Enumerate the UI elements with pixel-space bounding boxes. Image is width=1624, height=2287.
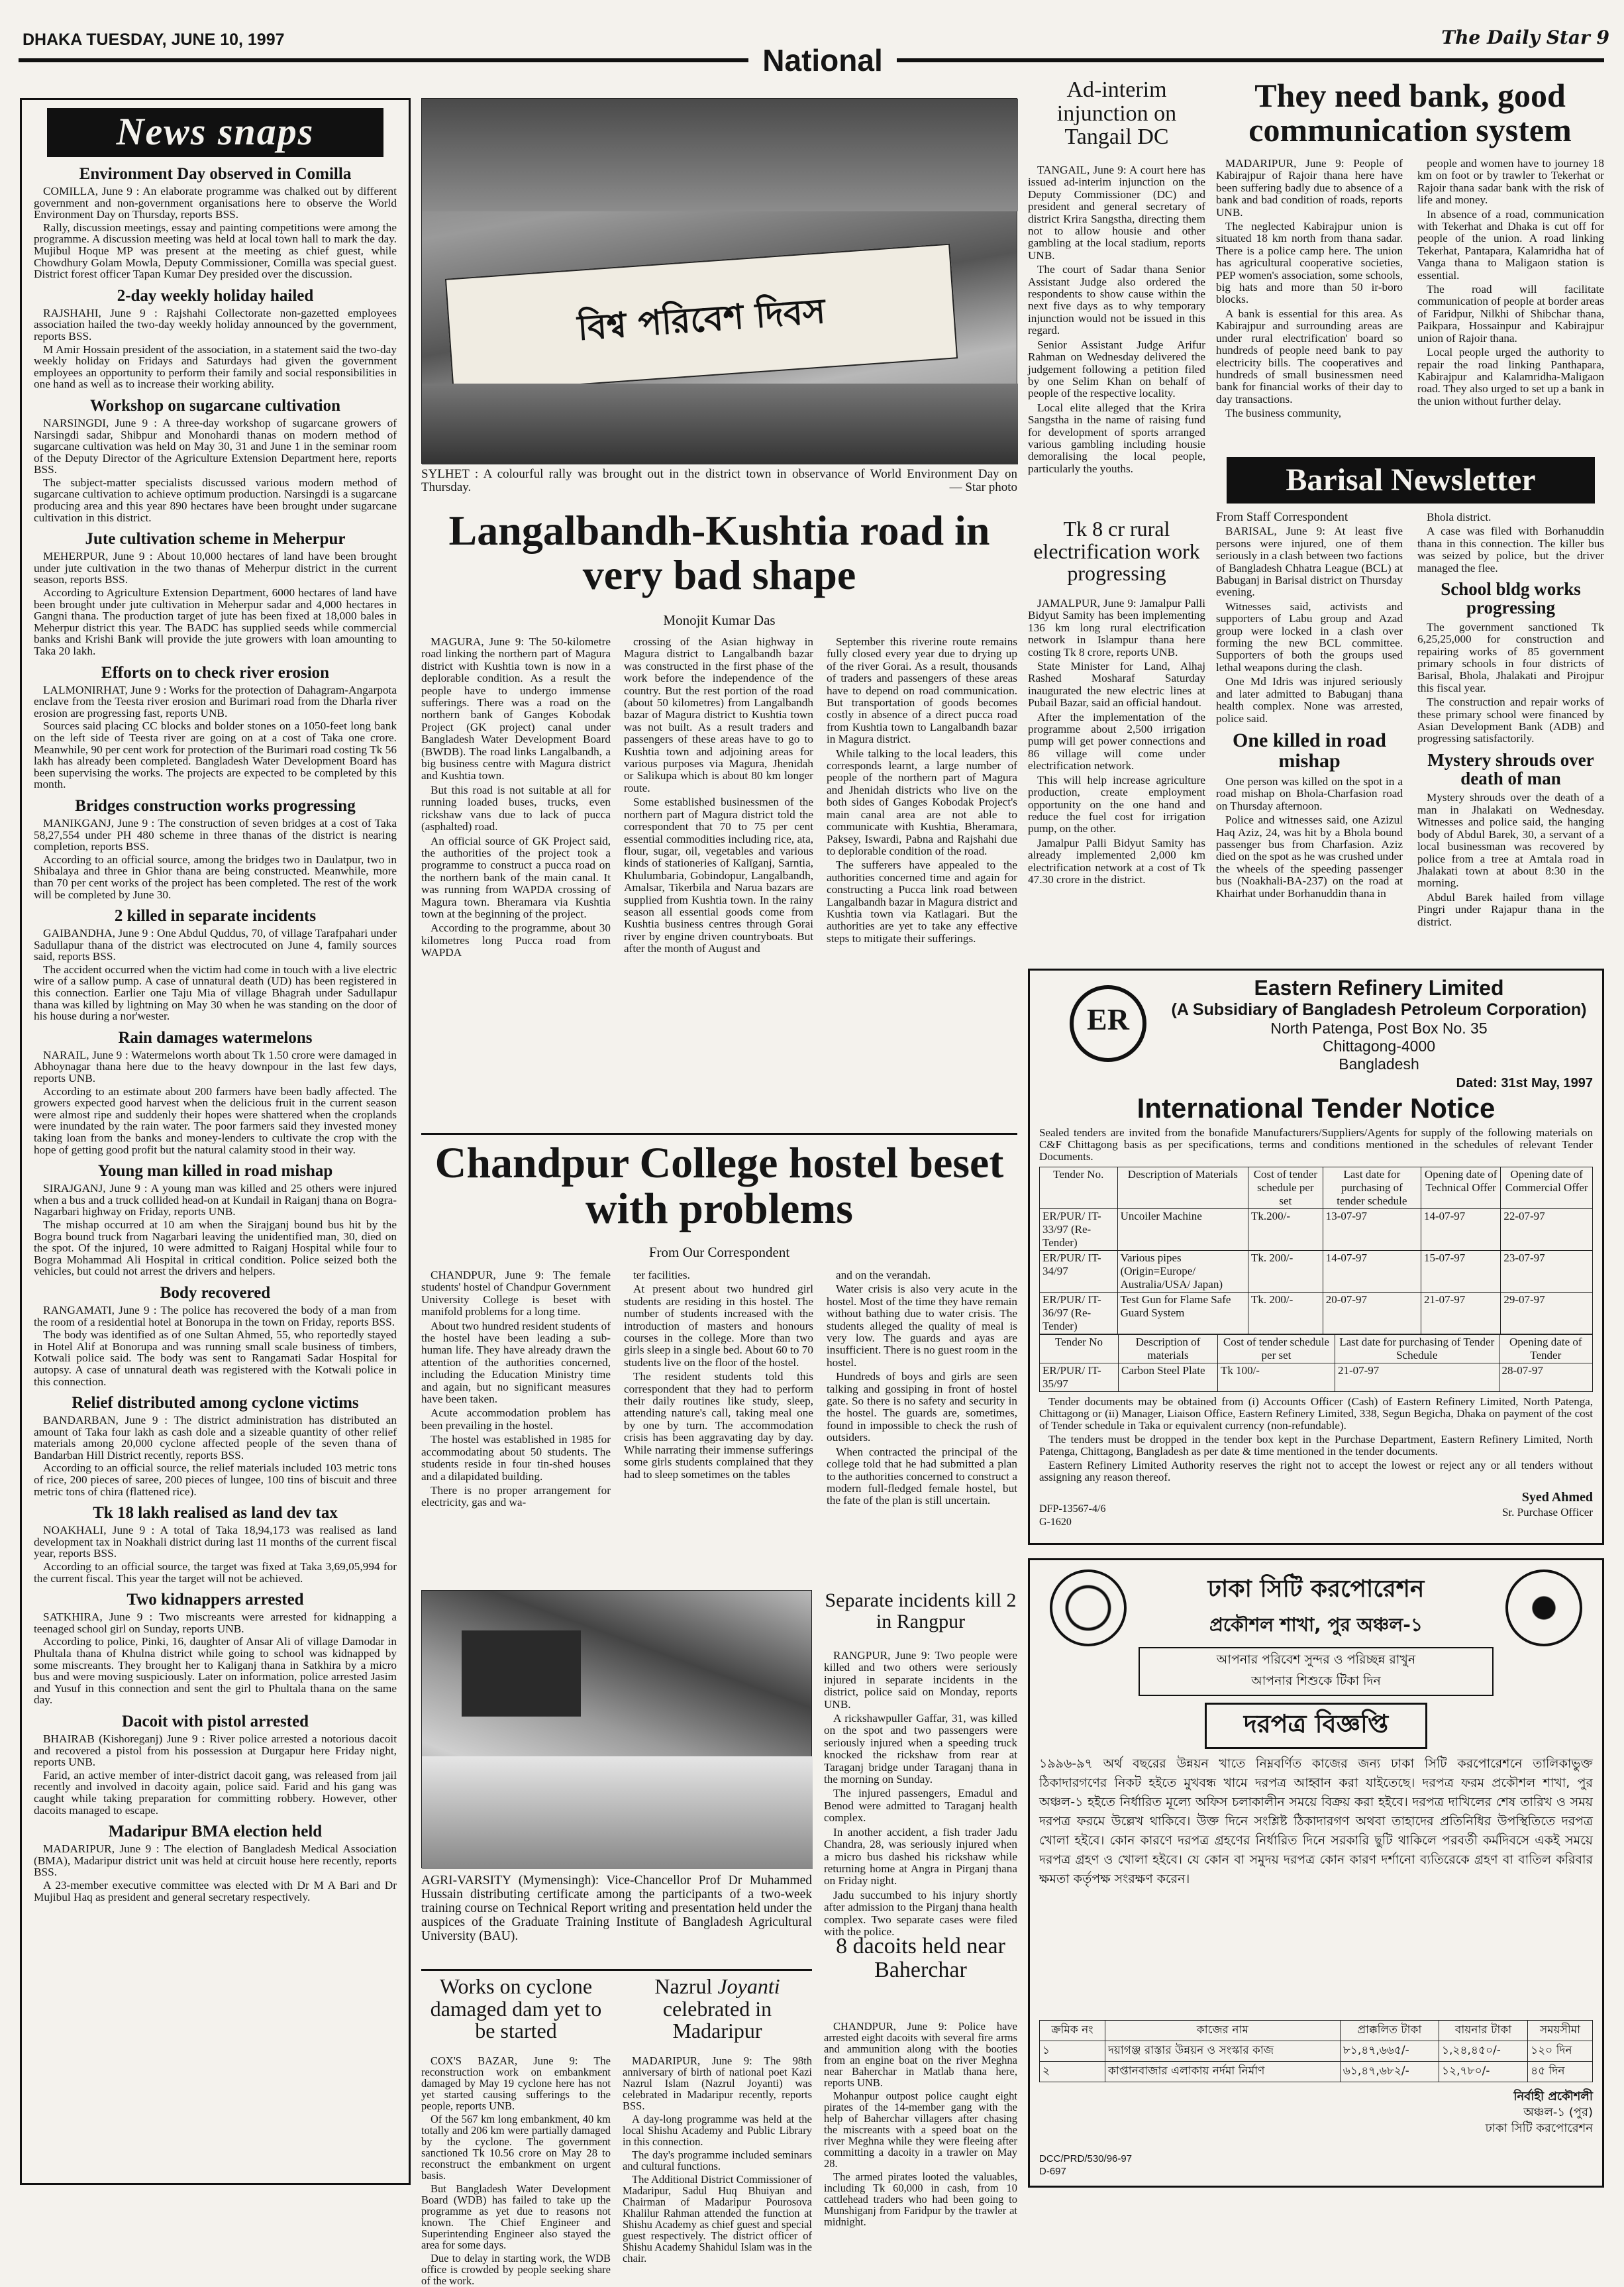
- dcc-cell: দয়াগঞ্জ রাস্তার উন্নয়ন ও সংস্কার কাজ: [1105, 2041, 1340, 2062]
- dcc-header-cell: প্রাক্কলিত টাকা: [1340, 2021, 1439, 2041]
- snap-headline: Dacoit with pistol arrested: [121, 1712, 309, 1730]
- dcc-sign-org: ঢাকা সিটি করপোরেশন: [1485, 2121, 1593, 2135]
- snap-paragraph: The accident occurred when the victim had come in touch with a live electric wire of a sallow pump. A case of unnatural death (UD) has been registered in this connection. Earlier one Taju Mia of village Bhagrah under Sadullapur thana was killed by lightning on May 30 when he was standing on the door of his house during a nor'wester.: [34, 963, 397, 1023]
- dcc-notice-title-box: [1205, 1703, 1427, 1749]
- barisal-title-box: [1227, 457, 1595, 504]
- chandpur-paragraph: At present about two hundred girl students are residing in this hostel. The number of students increased with the introduction of masters and honours courses in the college. More than two girls sleep in a single bed. About 60 to 70 students live on the floor of the hostel.: [624, 1283, 813, 1369]
- chandpur-paragraph: ter facilities.: [633, 1269, 690, 1281]
- tender-table-2: [1039, 1334, 1593, 1392]
- snap-paragraph: According to an official source, among the bridges two in Daulatpur, two in Shibalaya and three in Ghior thana are being constructed. Meanwhile, more than 70 per cent works of the project has been completed. The rest of the work will be completed by June 30.: [34, 853, 397, 901]
- tender-cell: 21-07-97: [1421, 1293, 1500, 1334]
- agri-photo-table: [422, 1756, 813, 1869]
- chandpur-paragraph: The resident students told this correspondent that they had to perform their daily routines like study, sleep, attending nature's call, taking meal one by one by turn. The accommodation crisis has been aggravating day by day. While narrating their immense sufferings some girls students complained that they had to sleep sometimes on the tables: [624, 1370, 813, 1481]
- dcc-cell: কাপ্তানবাজার এলাকায় নর্দমা নির্মাণ: [1105, 2062, 1340, 2082]
- nazrul-paragraph: The day's programme included seminars and cultural functions.: [623, 2149, 812, 2172]
- dcc-cell: ৬১,৪৭,৬৮২/-: [1340, 2062, 1439, 2082]
- news-snaps-title: News snaps: [116, 110, 315, 153]
- tender-signatory: Syed Ahmed: [1521, 1490, 1593, 1505]
- tender-row: [1040, 1251, 1593, 1293]
- dcc-slogan1: আপনার পরিবেশ সুন্দর ও পরিচ্ছন্ন রাখুন: [1216, 1652, 1416, 1667]
- snap-paragraph: BANDARBAN, June 9 : The district administration has distributed an amount of Taka four lakh as cash dole and a sizeable quantity of other relief materials among 20,000 cyclone affected people of the seven thana of Bandarban Hill District recently, reports BSS.: [34, 1414, 397, 1462]
- snap-paragraph: Farid, an active member of inter-district dacoit gang, was released from jail recently and involved in dacoity again, police said. Farid and his gang was caught while taking preparation for committing robbery. However, other dacoits managed to escape.: [34, 1768, 397, 1817]
- barisal-byline: From Staff Correspondent: [1216, 510, 1348, 524]
- cyclone-paragraph: Of the 567 km long embankment, 40 km totally and 206 km were partially damaged by the cyclone. The government sanctioned Tk 10.56 crore on May 28 to reconstruct the embankment on urgent basis.: [421, 2113, 611, 2182]
- barisal-sub2-body: [1417, 621, 1604, 745]
- snap-paragraph: The body was identified as of one Sultan Ahmed, 55, who reportedly stayed in Hotel Alif at Bonorupa and was running small scale business of timbers, Kotwali police said. The body was sent to Rangamati Sadar Hospital for autopsy. A case of unnatural death was registered with the Kotwali police in this connection.: [34, 1328, 397, 1388]
- divider-chandpur: [421, 1133, 1017, 1135]
- dacoits-headline: 8 dacoits held near Baherchar: [836, 1934, 1005, 1982]
- tender-note: Eastern Refinery Limited Authority reserves the right not to accept the lowest or reject any or all tenders without assigning any reason thereof.: [1039, 1459, 1593, 1483]
- dcc-notice-title: দরপত্র বিজ্ঞপ্তি: [1243, 1709, 1389, 1738]
- agri-varsity-caption: AGRI-VARSITY (Mymensingh): Vice-Chancellor Prof Dr Muhammed Hussain distributing certificate among the participants of a two-week training course on Technical Report writing and presentation held under the auspices of the Graduate Training Institute of Bangladesh Agricultural University (BAU).: [421, 1874, 812, 1943]
- tender-cell: ER/PUR/ IT-33/97 (Re-Tender): [1040, 1209, 1118, 1251]
- rally-caption-credit: — Star photo: [949, 480, 1017, 494]
- snap-paragraph: RANGAMATI, June 9 : The police has recovered the body of a man from the room of a residential hotel at Bonorupa in the town on Friday, reports BSS.: [34, 1303, 397, 1328]
- tender2-header-cell: Tender No: [1040, 1335, 1119, 1363]
- nazrul-paragraph: MADARIPUR, June 9: The 98th anniversary of birth of national poet Kazi Nazrul Islam (Nazrul Joyanti) was celebrated in Madaripur recently, reports BSS.: [623, 2054, 812, 2112]
- tender-cell: 23-07-97: [1501, 1251, 1593, 1293]
- tender-logo: ER: [1070, 985, 1146, 1062]
- chandpur-paragraph: and on the verandah.: [836, 1269, 931, 1281]
- snap-headline: Tk 18 lakh realised as land dev tax: [93, 1504, 338, 1522]
- dcc-body: ১৯৯৬-৯৭ অর্থ বছরের উন্নয়ন খাতে নিম্নবর্ণিত কাজের জন্য ঢাকা সিটি করপোরেশনে তালিকাভুক্ত ঠিকাদারগণের নিকট হইতে মুখবন্ধ খামে দরপত্র আহ্বান করা যাইতেছে। দরপত্র ফরম প্রকৌশল শাখা, পুর অঞ্চল-১ হইতে নির্ধারিত মূল্যে অফিস চলাকালীন সময়ে বিক্রয় করা হইবে। দরপত্র দাখিলের শেষ তারিখ ও সময় দরপত্র ফরমে উল্লেখ থাকিবে। উক্ত দিনে সংশ্লিষ্ট ঠিকাদারগণ অথবা তাহাদের প্রতিনিধির উপস্থিতিতে দরপত্র খোলা হইবে। কোন কারণে দরপত্র গ্রহণের নির্ধারিত দিনে সরকারি ছুটি থাকিলে পরবর্তী কর্মদিবসে একই সময়ে দরপত্র গ্রহণ ও খোলা হইবে। যে কোন বা সমুদয় দরপত্র কোন কারণ দর্শানো ব্যতিরেকে গ্রহণ বা বাতিল করিবার ক্ষমতা কর্তৃপক্ষ সংরক্ষণ করেন।: [1039, 1756, 1593, 1886]
- tender-subsidiary: (A Subsidiary of Bangladesh Petroleum Corporation): [1171, 1000, 1587, 1019]
- tender-header-cell: Description of Materials: [1117, 1167, 1248, 1209]
- barisal-col2-body: [1417, 511, 1604, 574]
- dcc-slogan2: আপনার শিশুকে টিকা দিন: [1251, 1674, 1381, 1688]
- snap-paragraph: The subject-matter specialists discussed various modern method of sugarcane cultivation to achieve optimum production. Narsingdi is a sugarcane producing area and this year 890 hectares have been brought under sugarcane cultivation in this district.: [34, 476, 397, 524]
- rally-caption-text: SYLHET : A colourful rally was brought out in the district town in observance of World Environment Day on Thursday.: [421, 467, 1017, 494]
- nazrul-body: [623, 2054, 812, 2264]
- barisal-sub1-body: [1216, 776, 1403, 900]
- news-snaps-title-box: [47, 108, 383, 157]
- dcc-ref1: DCC/PRD/530/96-97: [1039, 2153, 1133, 2164]
- dcc-cell: ৮১,৪৭,৬৬৫/-: [1340, 2041, 1439, 2062]
- rangpur-body: [824, 1649, 1017, 1938]
- barisal-sub3: Mystery shrouds over death of man: [1427, 749, 1594, 789]
- tender2-cell: Tk 100/-: [1217, 1363, 1335, 1392]
- snap-headline: Bridges construction works progressing: [75, 796, 356, 815]
- barisal-sub1: One killed in road mishap: [1232, 729, 1386, 772]
- langalbandh-paragraph: September this riverine route remains fully closed every year due to drying up of the river Gorai. As a result, thousands of traders and passengers of these areas have to depend on road communication. But transportation of goods becomes costly in absence of a direct pucca road from Kushtia town to Langalbandh bazar in Magura district.: [827, 635, 1017, 746]
- snap-paragraph: COMILLA, June 9 : An elaborate programme was chalked out by different government and non-government organisations here to observe the World Environment Day on Thursday, reports BSS.: [34, 185, 397, 221]
- snap-paragraph: BHAIRAB (Kishoreganj) June 9 : River police arrested a notorious dacoit and recovered a pistol from his possession at Durgapur here Friday night, reports UNB.: [34, 1732, 397, 1769]
- nazrul-paragraph: A day-long programme was held at the local Shishu Academy and Public Library in this connection.: [623, 2113, 812, 2148]
- tender-cell: 14-07-97: [1323, 1251, 1421, 1293]
- chandpur-paragraph: Water crisis is also very acute in the hostel. Most of the time they have remain without bathing due to water crisis. The students alleged the quality of meal is very low. The guards and ayas are insufficient. There is no guest room in the hostel.: [827, 1283, 1017, 1369]
- adinterim-paragraph: Senior Assistant Judge Arifur Rahman on Wednesday delivered the judgement following a petition filed by one Selim Khan on behalf of people of the respective locality.: [1028, 338, 1205, 400]
- snap-paragraph: M Amir Hossain president of the association, in a statement said the two-day weekly holiday on Fridays and Saturdays had given the government employees an opportunity to perform their family and social responsibilities in one hand as well as to increase their working ability.: [34, 343, 397, 391]
- langalbandh-paragraph: MAGURA, June 9: The 50-kilometre road linking the northern part of Magura district with Kushtia town is now in a deplorable condition. As a result the people have to undergo immense sufferings. There was a road on the northern bank of Ganges Kobodak Project (GK project) canal under Bangladesh Water Development Board (BWDB). The road links Langalbandh, a big business centre with Magura district and Kushtia town.: [421, 635, 611, 782]
- snap-paragraph: NOAKHALI, June 9 : A total of Taka 18,94,173 was realised as land development tax in Noakhali district during last 11 months of the current fiscal year, reports BSS.: [34, 1524, 397, 1560]
- tender2-cell: 21-07-97: [1335, 1363, 1499, 1392]
- snap-paragraph: RAJSHAHI, June 9 : Rajshahi Collectorate non-gazetted employees association hailed the two-day weekly holiday announced by the government, reports BSS.: [34, 306, 397, 343]
- tender2-cell: Carbon Steel Plate: [1119, 1363, 1218, 1392]
- cyclone-headline: Works on cyclone damaged dam yet to be started: [430, 1974, 602, 2043]
- tender-header-cell: Cost of tender schedule per set: [1248, 1167, 1323, 1209]
- snap-paragraph: According to an estimate about 200 farmers have been badly affected. The growers expected good harvest when the delicious fruit in the current season were almost ripe and suddenly their hopes were shattered when the croplands were inundated by the rain water. The poor farmers said they invested money taking loan from the banks and money-lenders to cultivate the crop with the hope of getting good profit but the natural calamity stood in their way.: [34, 1085, 397, 1156]
- snap-headline: Madaripur BMA election held: [108, 1823, 323, 1841]
- snap-paragraph: NARSINGDI, June 9 : A three-day workshop of sugarcane growers of Narsingdi sadar, Shibpur and Monohardi thanas on modern method of sugarcane cultivation was held on May 30, 31 and June 1 in the seminar room of the Deputy Director of the Agriculture Extension Department here, reports BSS.: [34, 416, 397, 476]
- tender-signatory-title: Sr. Purchase Officer: [1501, 1506, 1593, 1518]
- news-snaps-column: [20, 98, 411, 2185]
- rally-crowd-top: [422, 99, 1018, 211]
- adinterim-body: [1028, 164, 1205, 509]
- electrification-body: [1028, 598, 1205, 955]
- snap-headline: Two kidnappers arrested: [127, 1591, 304, 1609]
- tender-address1: North Patenga, Post Box No. 35: [1270, 1020, 1488, 1037]
- adinterim-paragraph: TANGAIL, June 9: A court here has issued ad-interim injunction on the Deputy Commissioner (DC) and president and general secretary of district Krira Sangstha, directing them not to allow housie and other gambling at the local stadium, reports UNB.: [1028, 164, 1205, 262]
- bank-paragraph: In absence of a road, communication with Tekerhat and Dhaka is cut off for people of the union. A road linking Tekerhat, Pantapara, Kalamridha hat of Vanga thana to Maligaon station is essential.: [1417, 207, 1604, 282]
- barisal-sub3-body: [1417, 792, 1604, 928]
- masthead-rule-right: [897, 58, 1604, 62]
- dcc-subtitle: প্রকৌশল শাখা, পুর অঞ্চল-১: [1209, 1614, 1423, 1636]
- cyclone-paragraph: But Bangladesh Water Development Board (WDB) has failed to take up the programme as yet due to reasons not known. The Chief Engineer and Superintending Engineer also stayed the area for some days.: [421, 2182, 611, 2251]
- tender-cell: ER/PUR/ IT-34/97: [1040, 1251, 1118, 1293]
- tender-header-cell: Opening date of Technical Offer: [1421, 1167, 1500, 1209]
- langalbandh-paragraph: crossing of the Asian highway in Magura district to Langalbandh bazar was constructed in the first phase of the work before the independence of the country. But the rest portion of the road (about 50 kilometres) from Langalbandh bazar of Magura district to Kushtia town was not built. As a result traders and passengers of these areas have to go to Kushtia town and adjoining areas for various purposes via Magura, Jhenidah or Salikupa which is about 80 km longer route.: [624, 635, 813, 794]
- rangpur-paragraph: The injured passengers, Emadul and Benod were admitted to Taraganj health complex.: [824, 1787, 1017, 1825]
- langalbandh-paragraph: While talking to the local leaders, this corresponds learnt, a large number of people of the northern part of Magura and Jhenidah districts who live on the both sides of Ganges Kobodak Project's main canal area are not able to communicate with Kushtia, Bheramara, Paksey, Iswardi, Pabna and Rajshahi due to deplorable condition of the road.: [827, 747, 1017, 857]
- barisal-col-1: [1216, 511, 1403, 954]
- tender-ref1: DFP-13567-4/6: [1039, 1503, 1106, 1515]
- langalbandh-col-2: [624, 636, 813, 1126]
- bank-paragraph: A bank is essential for this area. As Kabirajpur and surrounding areas are under rural electrification' board so hundreds of people need bank to pay electricity bills. The cooperatives and hundreds of small businessmen need bank for financial works of their day to day transactions.: [1216, 307, 1403, 405]
- tender-cell: Tk. 200/-: [1248, 1293, 1323, 1334]
- cyclone-body: [421, 2054, 611, 2287]
- langalbandh-col-3: [827, 636, 1017, 1126]
- tender-table-header: [1040, 1167, 1593, 1209]
- chandpur-paragraph: When contracted the principal of the college told that he had submitted a plan to the authorities concerned to construct a modern full-fledged female hostel, but the fate of the plan is still uncertain.: [827, 1445, 1017, 1507]
- agri-varsity-photo: [421, 1590, 812, 1868]
- dcc-table-header: [1040, 2021, 1593, 2041]
- dacoits-paragraph: The armed pirates looted the valuables, including Tk 60,000 in cash, from 10 cattlehead traders who had been going to Munshiganj from Faridpur by the trawler at midnight.: [824, 2170, 1017, 2228]
- langalbandh-paragraph: An official source of GK Project said, the authorities of the project took a programme to construct a pucca road on the northern bank of the main canal. It was running from WAPDA crossing of Magura town. Bheramara via Kushtia town at the beginning of the project.: [421, 834, 611, 920]
- bank-paragraph: people and women have to journey 18 km on foot or by trawler to Tekerhat or Rajoir thana sadar bank with the risk of life and money.: [1417, 157, 1604, 207]
- barisal-paragraph: Bhola district.: [1427, 511, 1492, 523]
- snap-paragraph: According to an official source, the relief materials included 103 metric tons of rice, 200 pieces of saree, 200 pieces of lungee, 100 tins of biscuit and three metric tons of chira (flattened rice).: [34, 1462, 397, 1498]
- tender-note: The tenders must be dropped in the tender box kept in the Purchase Department, Eastern Refinery Limited, North Patenga, Chittagong, Bangladesh as per date & time mentioned in the tender documents.: [1039, 1433, 1593, 1458]
- barisal-paragraph: Abdul Barek hailed from village Pingri under Rajapur thana in the district.: [1417, 890, 1604, 928]
- chandpur-paragraph: The hostel was established in 1985 for accommodating about 50 students. The students reside in four tin-shed houses and a dilapidated building.: [421, 1433, 611, 1483]
- langalbandh-paragraph: Some established businessmen of the northern part of Magura district told the correspondent that 70 to 75 per cent essential commodities including rice, ata, flour, sugar, oil, vegetables and various kinds of stationeries of Kalīganj, Sarntia, Khulumbaria, Gobindopur, Langalbandh, Amalsar, Tikerbila and Narua bazars are supplied from Kushtia town. In the rainy season all essential goods come from Kushtia business centres through Gorai river by engine driven countryboats. But after the month of August and: [624, 796, 813, 955]
- nazrul-headline-a: Nazrul: [654, 1974, 713, 1998]
- tender-company: Eastern Refinery Limited: [1254, 976, 1504, 1000]
- chandpur-headline: Chandpur College hostel beset with problems: [434, 1139, 1004, 1233]
- tender-address3: Bangladesh: [1339, 1055, 1419, 1073]
- snap-paragraph: According to police, Pinki, 16, daughter of Ansar Ali of village Damodar in Phultala thana of Khulna district while going to school was kidnapped by some miscreants. They brought her to Kaliganj thana in Satkhira by a micro bus and were moving suspiciously. Later on information, police arrested Jasim and Yusuf in this connection and sent the girl to Phultala thana on the same day.: [34, 1635, 397, 1707]
- adinterim-headline: Ad-interim injunction on Tangail DC: [1056, 78, 1177, 150]
- electrification-paragraph: State Minister for Land, Alhaj Rashed Mosharaf Saturday inaugurated the new electric lines at Pubail Bazar, said an official handout.: [1028, 660, 1205, 710]
- dcc-sign-title: নির্বাহী প্রকৌশলী: [1513, 2090, 1593, 2103]
- news-snaps-list: [34, 165, 397, 1903]
- chandpur-paragraph: Acute accommodation problem has been prevailing in the hostel.: [421, 1407, 611, 1432]
- masthead-rule-left: [19, 58, 748, 62]
- dcc-header-cell: কাজের নাম: [1105, 2021, 1340, 2041]
- snap-headline: Relief distributed among cyclone victims: [72, 1394, 359, 1412]
- chandpur-paragraph: CHANDPUR, June 9: The female students' hostel of Chandpur Government University College is beset with manifold problems for a long time.: [421, 1269, 611, 1318]
- dcc-cell: ১২,৭৮০/-: [1439, 2062, 1528, 2082]
- dcc-cell: ১,২৪,৪৫০/-: [1439, 2041, 1528, 2062]
- dcc-emblem-right: [1505, 1569, 1582, 1646]
- snap-paragraph: NARAIL, June 9 : Watermelons worth about Tk 1.50 crore were damaged in Abhoynagar thana here due to the heavy downpour in the last few days, reports UNB.: [34, 1048, 397, 1085]
- dcc-sign: [1039, 2089, 1593, 2137]
- tender2-header-cell: Cost of tender schedule per set: [1217, 1335, 1335, 1363]
- rally-crowd-bottom: [422, 384, 1018, 464]
- rally-banner: [445, 244, 958, 394]
- dcc-cell: ৪৫ দিন: [1528, 2062, 1593, 2082]
- adinterim-paragraph: The court of Sadar thana Senior Assistant Judge also ordered the respondents to show cause within the next five days as to why temporary injunction would not be issued in this regard.: [1028, 263, 1205, 337]
- rally-photo-caption: [421, 468, 1017, 498]
- tender-cell: Tk.200/-: [1248, 1209, 1323, 1251]
- snap-headline: Efforts on to check river erosion: [101, 663, 330, 682]
- snap-paragraph: SIRAJGANJ, June 9 : A young man was killed and 25 others were injured when a bus and a truck collided head-on at Kundail in Raiganj thana on Bogra-Nagarbari highway on Friday, reports UNB.: [34, 1182, 397, 1218]
- tender-header-cell: Opening date of Commercial Offer: [1501, 1167, 1593, 1209]
- dcc-emblem: [1050, 1569, 1127, 1646]
- langalbandh-paragraph: The sufferers have appealed to the authorities concerned time and again for constructing a Pucca link road between Langalbandh bazar in Magura district and Kushtia town via Katlagari. But the authorities are yet to take any effective steps to mitigate their sufferings.: [827, 859, 1017, 945]
- bank-paragraph: The business community,: [1225, 407, 1342, 420]
- tender-cell: Uncoiler Machine: [1117, 1209, 1248, 1251]
- agri-photo-board: [462, 1630, 581, 1717]
- barisal-paragraph: A case was filed with Borhanuddin thana in this connection. The killer bus was seized by police, but the driver managed the flee.: [1417, 525, 1604, 574]
- langalbandh-headline: Langalbandh-Kushtia road in very bad shape: [448, 507, 990, 598]
- langalbandh-col-1: [421, 636, 611, 1126]
- adinterim-paragraph: Local elite alleged that the Krira Sangstha in the name of raising fund for development of sports arranged various gambling including housie demoralising the local people, particularly the youths.: [1028, 401, 1205, 475]
- tender-cell: 13-07-97: [1323, 1209, 1421, 1251]
- rangpur-paragraph: A rickshawpuller Gaffar, 31, was killed on the spot and two passengers were seriously injured when a speeding truck knocked the rickshaw from rear at Taraganj bridge under Taraganj thana in the morning on Sunday.: [824, 1712, 1017, 1786]
- tender-cell: 29-07-97: [1501, 1293, 1593, 1334]
- snap-paragraph: SATKHIRA, June 9 : Two miscreants were arrested for kidnapping a teenaged school girl on Sunday, reports UNB.: [34, 1611, 397, 1635]
- barisal-sub2: School bldg works progressing: [1441, 579, 1581, 618]
- dcc-row: [1040, 2041, 1593, 2062]
- nazrul-headline: [623, 1976, 812, 2054]
- snap-headline: 2 killed in separate incidents: [114, 907, 317, 926]
- tender-header-cell: Tender No.: [1040, 1167, 1118, 1209]
- snap-headline: Rain damages watermelons: [118, 1028, 313, 1047]
- barisal-title: Barisal Newsletter: [1286, 462, 1536, 498]
- snap-paragraph: Rally, discussion meetings, essay and painting competitions were among the programme. A discussion meeting was held at local town hall to mark the day. Mujibul Hoque MP was present at the meeting as chief guest, while Chowdhury Golam Mowla, Deputy Commissioner, Comilla was special guest. District forest officer Tapan Kumar Dey presided over the discussion.: [34, 221, 397, 281]
- dcc-cell: ১: [1040, 2041, 1105, 2062]
- snap-paragraph: MANIKGANJ, June 9 : The construction of seven bridges at a cost of Taka 58,27,554 under PH 480 scheme in three thanas of the district is nearing completion, reports BSS.: [34, 816, 397, 853]
- dacoits-paragraph: CHANDPUR, June 9: Police have arrested eight dacoits with several fire arms and ammunition along with the booties from an engine boat on the river Meghna near Baherchar in Matlab thana here, reports UNB.: [824, 2020, 1017, 2089]
- snap-paragraph: According to Agriculture Extension Department, 6000 hectares of land have been brought under jute cultivation in Meherpur sadar and 4,000 hectares in Gangni thana. The production target of jute has been fixed at 18,000 bales in Meherpur district this year. The BADC has supplied seeds while commercial banks and Krishi Bank will provide the jute growers with loan amounting to Taka 20 lakh.: [34, 586, 397, 657]
- tender-cell: Tk. 200/-: [1248, 1251, 1323, 1293]
- snap-headline: Body recovered: [160, 1283, 271, 1302]
- snap-paragraph: According to an official source, the target was fixed at Taka 3,69,05,994 for the current fiscal. This year the target will not be achieved.: [34, 1560, 397, 1585]
- dcc-row: [1040, 2062, 1593, 2082]
- barisal-paragraph: The government sanctioned Tk 6,25,25,000 for construction and repairing works of 85 government primary schools in four districts of Barisal, Bhola, Jhalakati and Pirojpur this fiscal year.: [1417, 620, 1604, 694]
- dacoits-body: [824, 2020, 1017, 2228]
- rangpur-paragraph: In another accident, a fish trader Jadu Chandra, 28, was seriously injured when a micro bus dashed his rickshaw while returning home at Angra in Pirganj thana on Friday night.: [824, 1825, 1017, 1888]
- tender-header-cell: Last date for purchasing of tender schedule: [1323, 1167, 1421, 1209]
- barisal-paragraph: Witnesses said, activists and supporters of Labu group and Azad group were locked in a clash over forming the new BCL committee. Supporters of both the groups used lethal weapons during the clash.: [1216, 600, 1403, 674]
- barisal-paragraph: Mystery shrouds over the death of a man in Jhalakati on Wednesday. Witnesses and police said, the hanging body of Abdul Barek, 30, a servant of a local businessman was recovered by police from a tree at Amtala road in Jhalakati town at about 8:30 in the morning.: [1417, 791, 1604, 890]
- snap-paragraph: MADARIPUR, June 9 : The election of Bangladesh Medical Association (BMA), Madaripur district unit was held at circuit house here recently, reports BSS.: [34, 1842, 397, 1879]
- rangpur-paragraph: Jadu succumbed to his injury shortly after admission to the Pirganj thana health complex. Two separate cases were filed with the police.: [824, 1888, 1017, 1938]
- tender2-header-cell: Description of materials: [1119, 1335, 1218, 1363]
- tender-cell: 14-07-97: [1421, 1209, 1500, 1251]
- chandpur-paragraph: About two hundred resident students of the hostel have been leading a sub-human life. They have already drawn the attention of the authorities concerned, including the Education Ministry time and again, but no significant measures have been taken.: [421, 1319, 611, 1406]
- tender2-header-cell: Last date for purchasing of Tender Schedule: [1335, 1335, 1499, 1363]
- tender-address2: Chittagong-4000: [1322, 1037, 1436, 1055]
- chandpur-paragraph: There is no proper arrangement for electricity, gas and wa-: [421, 1483, 611, 1509]
- snap-paragraph: Sources said placing CC blocks and bolder stones on a 1050-feet long bank on the left side of Teesta river are going on at a cost of Taka one crore. Meanwhile, 90 per cent work for protection of the Burimari road costing Tk 56 lakh has already been completed. Bangladesh Water Development Board has been supervising the works. The projects are expected to be completed by this month.: [34, 719, 397, 791]
- rangpur-headline: Separate incidents kill 2 in Rangpur: [825, 1589, 1017, 1632]
- cyclone-paragraph: COX'S BAZAR, June 9: The reconstruction work on embankment damaged by May 19 cyclone here has not yet started causing sufferings to the people, reports UNB.: [421, 2054, 611, 2112]
- barisal-col-2: [1417, 511, 1604, 954]
- chandpur-col-1: [421, 1269, 611, 1581]
- tender-ref2: G-1620: [1039, 1516, 1072, 1528]
- dcc-cell: ২: [1040, 2062, 1105, 2082]
- tender-cell: 22-07-97: [1501, 1209, 1593, 1251]
- snap-headline: Workshop on sugarcane cultivation: [89, 396, 341, 415]
- snap-paragraph: GAIBANDHA, June 9 : One Abdul Quddus, 70, of village Tarafpahari under Sadullapur thana of the district was electrocuted on June 4, family sources said, reports BSS.: [34, 927, 397, 963]
- nazrul-headline-b: Joyanti: [717, 1974, 780, 1998]
- snap-paragraph: A 23-member executive committee was elected with Dr M A Bari and Dr Mujibul Haq as president and general secretary respectively.: [34, 1878, 397, 1903]
- electrification-paragraph: After the implementation of the programme about 2,500 irrigation pump will get power connections and 86 village will come under electrification network.: [1028, 710, 1205, 772]
- langalbandh-paragraph: But this road is not suitable at all for running loaded buses, trucks, even rickshaw vans due to lack of pucca (asphalted) road.: [421, 783, 611, 833]
- snap-paragraph: LALMONIRHAT, June 9 : Works for the protection of Dahagram-Angarpota enclave from the Teesta river erosion and Burimari road from the Dharla river erosion are progressing fast, reports UNB.: [34, 683, 397, 719]
- tender-intro: Sealed tenders are invited from the bonafide Manufacturers/Suppliers/Agents for supply of the following materials on C&F Chittagong basis as per specifications, terms and conditions mentioned in the schedules of relevant Tender Documents.: [1039, 1126, 1593, 1163]
- dcc-slogan-box: [1139, 1647, 1494, 1696]
- cyclone-paragraph: Due to delay in starting work, the WDB office is crowded by people seeking share of the work.: [421, 2252, 611, 2287]
- tender-row: [1040, 1293, 1593, 1334]
- snap-paragraph: The mishap occurred at 10 am when the Sirajganj bound bus hit by the Bogra bound truck from Nagarbari leaving the unidentified man, 30, died on the spot. Of the injured, 10 were admitted to Raiganj Hospital while four to Bogra Mohammad Ali Hospital in critical condition. Police seized both the vehicles, but could not arrest the drivers and helpers.: [34, 1218, 397, 1278]
- barisal-paragraph: The construction and repair works of these primary school were financed by Asian Development Bank (ADB) and progressing satisfactorily.: [1417, 696, 1604, 745]
- dcc-notice: [1028, 1558, 1604, 2188]
- snap-paragraph: MEHERPUR, June 9 : About 10,000 hectares of land have been brought under jute cultivation in the two thanas of Meherpur district in the current season, reports BSS.: [34, 550, 397, 586]
- electrification-headline: Tk 8 cr rural electrification work progressing: [1033, 517, 1200, 586]
- tender-footer: [1039, 1487, 1593, 1534]
- dcc-table: [1039, 2020, 1593, 2082]
- tender-cell: 15-07-97: [1421, 1251, 1500, 1293]
- tender-note: Tender documents may be obtained from (i) Accounts Officer (Cash) of Eastern Refinery Limited, North Patenga, Chittagong or (ii) Manager, Liaison Office, Eastern Refinery Limited, 338, Segun Begicha, Dhaka on payment of the cost of Tender schedule in Taka or equivalent currency (non-refundable).: [1039, 1395, 1593, 1432]
- tender-table: [1039, 1167, 1593, 1334]
- bank-paragraph: MADARIPUR, June 9: People of Kabirajpur of Rajoir thana here have been suffering badly due to absence of a bank and bad condition of roads, reports UNB.: [1216, 157, 1403, 219]
- tender2-cell: 28-07-97: [1499, 1363, 1592, 1392]
- tender2-row: [1040, 1363, 1593, 1392]
- snap-headline: Young man killed in road mishap: [97, 1162, 333, 1181]
- tender-notice: [1028, 969, 1604, 1545]
- barisal-paragraph: Police and witnesses said, one Azizul Haq Aziz, 24, was hit by a Bhola bound passenger bus from Charfasion. Aziz died on the spot as he was crushed under the wheels of the speeding passenger bus (Noakhali-BA-237) on the road at Khairhat under Borhanuddin thana in: [1216, 814, 1403, 900]
- bank-paragraph: Local people urged the authority to repair the road linking Panthapara, Kabirajpur and Kalamridha-Maligaon road. They also urged to set up a bank in the union without further delay.: [1417, 346, 1604, 407]
- dcc-title: ঢাকা সিটি করপোরেশন: [1207, 1575, 1425, 1603]
- nazrul-paragraph: The Additional District Commissioner of Madaripur, Sadul Huq Bhuiyan and Chairman of Madaripur Pourosova Khalilur Rahman attended the function at Shishu Academy as chief guest and special guest respectively. The district officer of Shishu Academy Shahidul Islam was in the chair.: [623, 2173, 812, 2264]
- electrification-paragraph: JAMALPUR, June 9: Jamalpur Palli Bidyut Samity has been implementing 136 km long rural electrification network in Islampur thana here costing Tk 8 crore, reports UNB.: [1028, 597, 1205, 659]
- chandpur-col-3: [827, 1269, 1017, 1581]
- barisal-paragraph: One person was killed on the spot in a road mishap on Bhola-Charfasion road on Thursday afternoon.: [1216, 774, 1403, 812]
- dcc-header-cell: বায়নার টাকা: [1439, 2021, 1528, 2041]
- dcc-header-cell: সময়সীমা: [1528, 2021, 1593, 2041]
- bank-paragraph: The road will facilitate communication of people at border areas of Faridpur, Nilkhi of Shibchar thana, Paikpara, Hossainpur and Kabirajpur union of Rajoir thana.: [1417, 283, 1604, 345]
- bank-paragraph: The neglected Kabirajpur union is situated 18 km north from thana sadar. There is a police camp here. The union has agricultural cooperative societies, PEP women's association, some schools, big hats and more than 50 ir-boro blocks.: [1216, 220, 1403, 306]
- nazrul-headline-c: celebrated in Madaripur: [662, 1996, 772, 2043]
- dcc-cell: ১২০ দিন: [1528, 2041, 1593, 2062]
- bank-headline: They need bank, good communication system: [1248, 77, 1572, 148]
- tender-table2-header: [1040, 1335, 1593, 1363]
- section-title: National: [762, 43, 883, 78]
- tender-cell: ER/PUR/ IT-36/97 (Re-Tender): [1040, 1293, 1118, 1334]
- rangpur-paragraph: RANGPUR, June 9: Two people were killed and two others were seriously injured in separate incidents in the district, police said on Monday, reports UNB.: [824, 1649, 1017, 1711]
- dcc-header-cell: ক্রমিক নং: [1040, 2021, 1105, 2041]
- dcc-ref2: D-697: [1039, 2166, 1066, 2177]
- tender-header: [1165, 976, 1593, 1073]
- snap-headline: Environment Day observed in Comilla: [79, 165, 352, 183]
- dateline: DHAKA TUESDAY, JUNE 10, 1997: [23, 30, 285, 49]
- tender2-header-cell: Opening date of Tender: [1499, 1335, 1592, 1363]
- barisal-paragraph: One Md Idris was injured seriously and later admitted to Babuganj thana health complex. None was arrested, police said.: [1216, 675, 1403, 725]
- tender-row: [1040, 1209, 1593, 1251]
- paper-name: [1411, 27, 1609, 53]
- tender2-cell: ER/PUR/ IT-35/97: [1040, 1363, 1119, 1392]
- bank-col-1: [1216, 158, 1403, 444]
- tender-cell: 20-07-97: [1323, 1293, 1421, 1334]
- dcc-refs: [1039, 2153, 1132, 2178]
- page-number: 9: [1596, 27, 1609, 48]
- chandpur-byline: From Our Correspondent: [648, 1244, 790, 1260]
- langalbandh-byline: Monojit Kumar Das: [663, 612, 776, 628]
- chandpur-col-2: [624, 1269, 813, 1581]
- paper-title: The Daily Star: [1441, 27, 1590, 48]
- tender-cell: Various pipes (Origin=Europe/ Australia/USA/ Japan): [1117, 1251, 1248, 1293]
- barisal-col1-body: [1216, 525, 1403, 725]
- tender-notes: [1039, 1396, 1593, 1483]
- barisal-paragraph: BARISAL, June 9: At least five persons were injured, one of them seriously in a clash between two factions of Bangladesh Chhatra League (BCL) at Babuganj in Barisal district on Thursday evening.: [1216, 525, 1403, 599]
- rally-banner-text: বিশ্ব পরিবেশ দিবস: [576, 292, 827, 348]
- snap-headline: 2-day weekly holiday hailed: [117, 286, 314, 305]
- tender-dated: Dated: 31st May, 1997: [1456, 1076, 1593, 1090]
- chandpur-paragraph: Hundreds of boys and girls are seen talking and gossiping in front of hostel gate. So there is no safety and security in the hostel. The guards are, sometimes, found in impossible to check the rush of outsiders.: [827, 1370, 1017, 1444]
- tender-title: International Tender Notice: [1137, 1092, 1496, 1124]
- bank-col-2: [1417, 158, 1604, 444]
- divider-agri: [421, 1969, 812, 1971]
- tender-cell: Test Gun for Flame Safe Guard System: [1117, 1293, 1248, 1334]
- dcc-sign-sub: অঞ্চল-১ (পুর): [1523, 2105, 1593, 2119]
- dacoits-paragraph: Mohanpur outpost police caught eight pirates of the 14-member gang with the help of Baherchar villagers after chasing the miscreants with a speed boat on the river Meghna while they were fleeing after committing a dacoity in a trawler on May 28.: [824, 2090, 1017, 2170]
- rally-photo: [421, 98, 1017, 464]
- langalbandh-paragraph: According to the programme, about 30 kilometres long Pucca road from WAPDA: [421, 922, 611, 959]
- electrification-paragraph: Jamalpur Palli Bidyut Samity has already implemented 2,000 km electrification network at a cost of Tk 47.30 crore in the district.: [1028, 836, 1205, 886]
- electrification-paragraph: This will help increase agriculture production, create employment opportunity on the one hand and reduce the fuel cost for irrigation pump, on the other.: [1028, 773, 1205, 835]
- snap-headline: Jute cultivation scheme in Meherpur: [85, 530, 346, 549]
